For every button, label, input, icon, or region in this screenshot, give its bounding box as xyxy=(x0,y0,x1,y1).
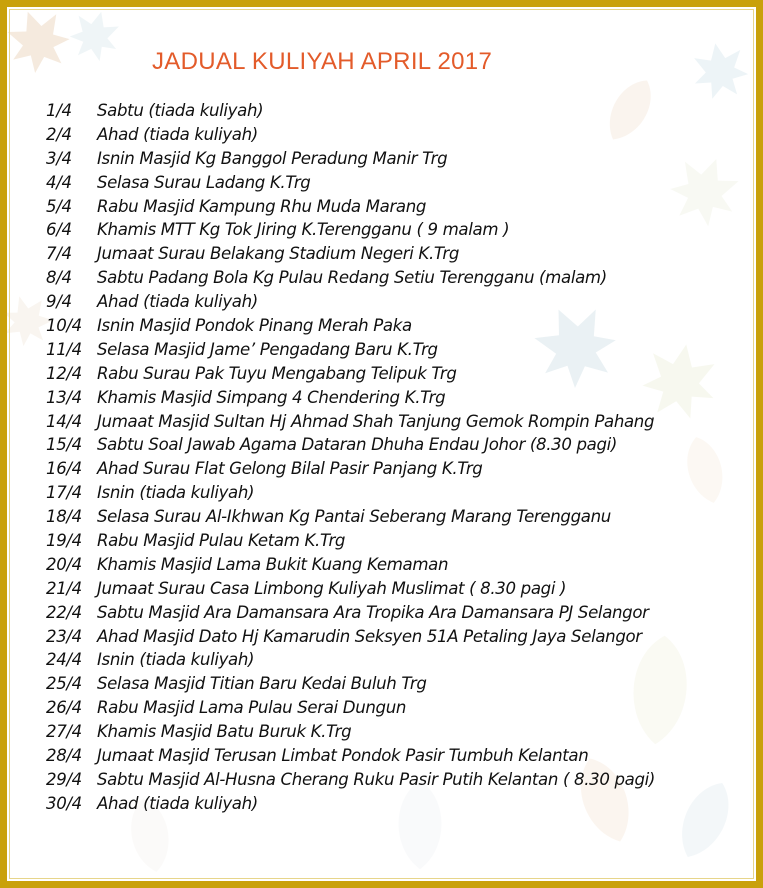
schedule-row xyxy=(46,505,655,529)
page-title: JADUAL KULIYAH APRIL 2017 xyxy=(152,48,493,75)
schedule-row xyxy=(46,362,655,386)
schedule-description: Ahad (tiada kuliyah) xyxy=(97,793,258,813)
schedule-row xyxy=(46,720,655,744)
schedule-description: Sabtu Masjid Al-Husna Cherang Ruku Pasir Putih Kelantan ( 8.30 pagi) xyxy=(97,769,656,789)
schedule-row xyxy=(46,218,655,242)
schedule-row xyxy=(46,195,655,219)
schedule-description: Ahad (tiada kuliyah) xyxy=(97,124,258,144)
schedule-description: Khamis MTT Kg Tok Jiring K.Terengganu ( 9 malam ) xyxy=(97,220,510,240)
schedule-description: Rabu Surau Pak Tuyu Mengabang Telipuk Trg xyxy=(97,363,457,383)
schedule-date: 15/4 xyxy=(46,435,82,455)
schedule-row xyxy=(46,577,655,601)
schedule-date: 1/4 xyxy=(46,101,72,120)
schedule-description: Isnin (tiada kuliyah) xyxy=(97,650,255,670)
schedule-description: Isnin Masjid Kg Banggol Peradung Manir Trg xyxy=(97,148,448,168)
schedule-row xyxy=(46,792,655,816)
schedule-row xyxy=(46,672,655,696)
schedule-description: Selasa Surau Ladang K.Trg xyxy=(97,172,311,192)
schedule-row xyxy=(46,242,655,266)
schedule-row xyxy=(46,290,655,314)
schedule-date: 7/4 xyxy=(46,244,72,264)
schedule-date: 24/4 xyxy=(46,650,82,670)
schedule-row xyxy=(46,744,655,768)
schedule-description: Sabtu Soal Jawab Agama Dataran Dhuha Endau Johor (8.30 pagi) xyxy=(97,435,618,455)
schedule-date: 29/4 xyxy=(46,769,82,789)
schedule-row xyxy=(46,601,655,625)
schedule-date: 2/4 xyxy=(46,124,72,144)
schedule-description: Khamis Masjid Lama Bukit Kuang Kemaman xyxy=(97,554,449,574)
schedule-row xyxy=(46,338,655,362)
schedule-description: Khamis Masjid Simpang 4 Chendering K.Trg xyxy=(97,387,446,407)
schedule-date: 3/4 xyxy=(46,148,72,168)
schedule-row xyxy=(46,386,655,410)
schedule-date: 11/4 xyxy=(46,339,82,359)
schedule-date: 16/4 xyxy=(46,459,82,479)
schedule-date: 14/4 xyxy=(46,411,82,431)
schedule-date: 30/4 xyxy=(46,793,82,813)
schedule-description: Isnin Masjid Pondok Pinang Merah Paka xyxy=(97,316,412,336)
schedule-row xyxy=(46,314,655,338)
schedule-description: Rabu Masjid Kampung Rhu Muda Marang xyxy=(97,196,427,216)
schedule-date: 19/4 xyxy=(46,531,82,551)
schedule-date: 12/4 xyxy=(46,363,82,383)
schedule-description: Sabtu Padang Bola Kg Pulau Redang Setiu Terengganu (malam) xyxy=(97,268,607,288)
schedule-row xyxy=(46,457,655,481)
schedule-row xyxy=(46,123,655,147)
schedule-description: Ahad Masjid Dato Hj Kamarudin Seksyen 51A Petaling Jaya Selangor xyxy=(97,626,642,646)
schedule-description: Jumaat Masjid Terusan Limbat Pondok Pasir Tumbuh Kelantan xyxy=(97,746,589,766)
schedule-description: Selasa Masjid Titian Baru Kedai Buluh Trg xyxy=(97,674,427,694)
schedule-row xyxy=(46,171,655,195)
schedule-row xyxy=(46,147,655,171)
schedule-description: Jumaat Surau Belakang Stadium Negeri K.Trg xyxy=(97,244,460,264)
schedule-list xyxy=(46,99,655,816)
schedule-description: Selasa Masjid Jame’ Pengadang Baru K.Trg xyxy=(97,339,438,359)
schedule-row xyxy=(46,266,655,290)
schedule-row xyxy=(46,625,655,649)
schedule-description: Khamis Masjid Batu Buruk K.Trg xyxy=(97,722,352,742)
schedule-date: 27/4 xyxy=(46,722,82,742)
schedule-row xyxy=(46,648,655,672)
schedule-row xyxy=(46,410,655,434)
schedule-date: 13/4 xyxy=(46,387,82,407)
schedule-row xyxy=(46,768,655,792)
schedule-description: Rabu Masjid Pulau Ketam K.Trg xyxy=(97,531,346,551)
schedule-date: 20/4 xyxy=(46,554,82,574)
schedule-row xyxy=(46,433,655,457)
schedule-date: 26/4 xyxy=(46,698,82,718)
schedule-date: 21/4 xyxy=(46,578,82,598)
schedule-date: 28/4 xyxy=(46,746,82,766)
schedule-date: 23/4 xyxy=(46,626,82,646)
schedule-date: 17/4 xyxy=(46,483,82,503)
schedule-date: 18/4 xyxy=(46,507,82,527)
schedule-date: 25/4 xyxy=(46,674,82,694)
schedule-description: Sabtu Masjid Ara Damansara Ara Tropika Ara Damansara PJ Selangor xyxy=(97,602,649,622)
schedule-description: Sabtu (tiada kuliyah) xyxy=(97,101,264,120)
schedule-row xyxy=(46,696,655,720)
schedule-row xyxy=(46,553,655,577)
schedule-date: 6/4 xyxy=(46,220,72,240)
schedule-description: Jumaat Surau Casa Limbong Kuliyah Muslimat ( 8.30 pagi ) xyxy=(97,578,567,598)
schedule-description: Ahad Surau Flat Gelong Bilal Pasir Panjang K.Trg xyxy=(97,459,483,479)
schedule-date: 8/4 xyxy=(46,268,72,288)
schedule-description: Selasa Surau Al-Ikhwan Kg Pantai Seberang Marang Terengganu xyxy=(97,507,611,527)
schedule-description: Isnin (tiada kuliyah) xyxy=(97,483,255,503)
schedule-description: Jumaat Masjid Sultan Hj Ahmad Shah Tanjung Gemok Rompin Pahang xyxy=(97,411,655,431)
schedule-row xyxy=(46,529,655,553)
schedule-date: 5/4 xyxy=(46,196,72,216)
schedule-date: 4/4 xyxy=(46,172,72,192)
schedule-date: 9/4 xyxy=(46,292,72,312)
schedule-description: Rabu Masjid Lama Pulau Serai Dungun xyxy=(97,698,407,718)
schedule-description: Ahad (tiada kuliyah) xyxy=(97,292,258,312)
schedule-date: 22/4 xyxy=(46,602,82,622)
schedule-row xyxy=(46,99,655,123)
schedule-date: 10/4 xyxy=(46,316,82,336)
schedule-row xyxy=(46,481,655,505)
